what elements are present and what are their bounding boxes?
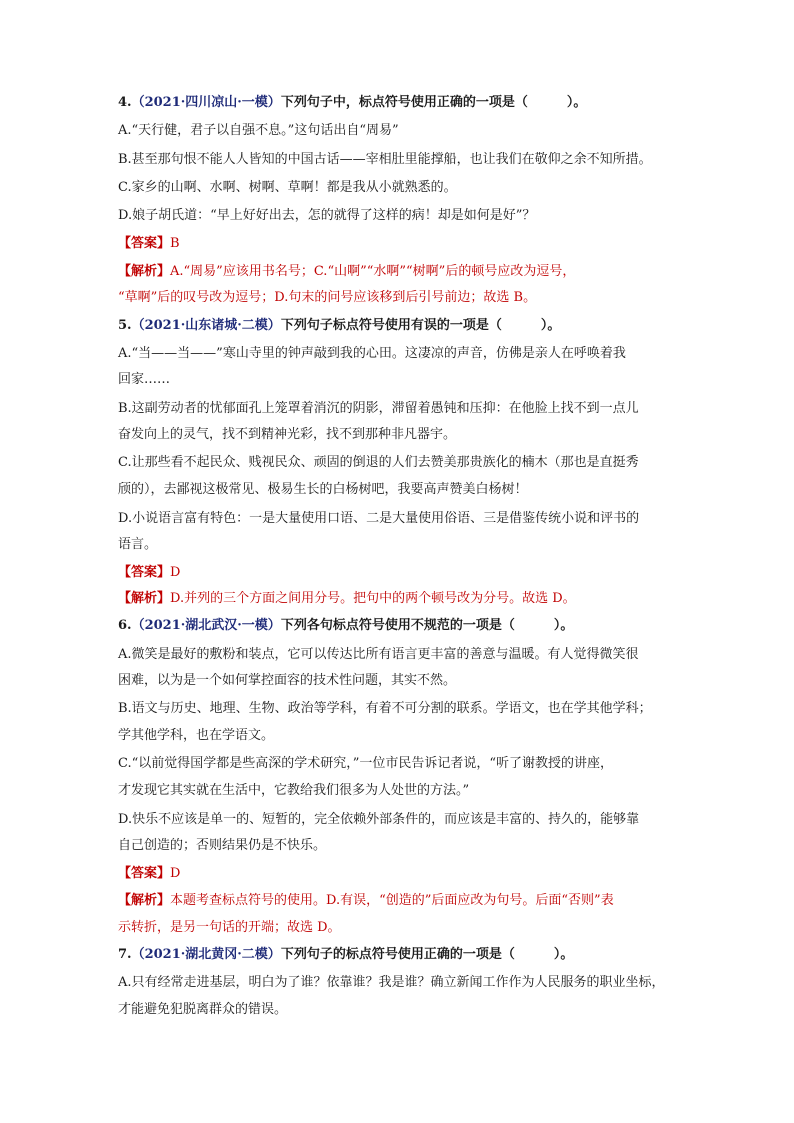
option-d-cont: 自己创造的；否则结果仍是不快乐。 xyxy=(118,838,327,853)
option-b: B.语文与历史、地理、生物、政治等学科，有着不可分割的联系。学语文，也在学其他学科； xyxy=(118,701,652,716)
question-number: 7. xyxy=(118,947,132,962)
question-4-header xyxy=(118,95,586,110)
option-c-cont: 才发现它其实就在生活中，它教给我们很多为人处世的方法。” xyxy=(118,783,470,798)
analysis-line xyxy=(118,264,575,279)
option-c: C.让那些看不起民众、贱视民众、顽固的倒退的人们去赞美那贵族化的楠木（那也是直挺秀 xyxy=(118,455,639,470)
answer-line xyxy=(118,866,180,881)
option-d: D.快乐不应该是单一的、短暂的，完全依赖外部条件的，而应该是丰富的、持久的，能够靠 xyxy=(118,812,640,827)
analysis-text: A.“周易”应该用书名号；C.“山啊”“水啊”“树啊”后的顿号应改为逗号， xyxy=(170,264,576,279)
answer-value: D xyxy=(170,866,181,881)
option-a: A.“天行健，君子以自强不息。”这句话出自“周易” xyxy=(118,123,399,138)
analysis-line-2: 示转折，是另一句话的开端；故选 D。 xyxy=(118,920,341,935)
answer-tag: 【答案】 xyxy=(118,565,171,580)
option-c-cont: 颀的），去鄙视这极常见、极易生长的白杨树吧，我要高声赞美白杨树！ xyxy=(118,482,528,497)
question-number: 5. xyxy=(118,318,132,333)
question-number: 6. xyxy=(118,618,132,633)
option-c: C.“以前觉得国学都是些高深的学术研究，”一位市民告诉记者说，“听了谢教授的讲座， xyxy=(118,756,614,771)
option-b: B.这副劳动者的忧郁面孔上笼罩着消沉的阴影，滞留着愚钝和压抑：在他脸上找不到一点儿 xyxy=(118,401,639,416)
option-b-cont: 学其他学科，也在学语文。 xyxy=(118,728,275,743)
question-source: （2021·山东诸城·二模） xyxy=(131,318,281,333)
analysis-tag: 【解析】 xyxy=(118,893,171,908)
question-stem: 下列句子中，标点符号使用正确的一项是（ ）。 xyxy=(280,95,587,110)
question-stem: 下列各句标点符号使用不规范的一项是（ ）。 xyxy=(280,618,574,633)
option-d: D.娘子胡氏道：“早上好好出去，怎的就得了这样的病！却是如何是好”？ xyxy=(118,208,536,223)
question-stem: 下列句子标点符号使用有误的一项是（ ）。 xyxy=(280,318,561,333)
question-5-header xyxy=(118,318,560,333)
analysis-text: 本题考查标点符号的使用。D.有误，“创造的”后面应改为句号。后面“否则”表 xyxy=(170,893,614,908)
analysis-tag: 【解析】 xyxy=(118,591,171,606)
question-source: （2021·四川凉山·一模） xyxy=(131,95,281,110)
answer-tag: 【答案】 xyxy=(118,236,171,251)
question-source: （2021·湖北武汉·一模） xyxy=(131,618,281,633)
answer-line xyxy=(118,236,180,251)
answer-value: D xyxy=(170,565,181,580)
option-a: A.“当——当——”寒山寺里的钟声敲到我的心田。这凄凉的声音，仿佛是亲人在呼唤着我 xyxy=(118,346,626,361)
option-d-cont: 语言。 xyxy=(118,537,158,552)
answer-tag: 【答案】 xyxy=(118,866,171,881)
question-6-header xyxy=(118,618,573,633)
analysis-tag: 【解析】 xyxy=(118,264,171,279)
answer-value: B xyxy=(170,236,180,251)
option-a: A.只有经常走进基层，明白为了谁？依靠谁？我是谁？确立新闻工作作为人民服务的职业坐标， xyxy=(118,975,665,990)
analysis-line xyxy=(118,591,576,606)
question-stem: 下列句子的标点符号使用正确的一项是（ ）。 xyxy=(280,947,574,962)
option-a: A.微笑是最好的敷粉和装点，它可以传达比所有语言更丰富的善意与温暖。有人觉得微笑很 xyxy=(118,647,639,662)
option-b: B.甚至那句恨不能人人皆知的中国古话——宰相肚里能撑船，也让我们在敬仰之余不知所措。 xyxy=(118,152,652,167)
option-a-cont: 困难，以为是一个如何掌控面容的技术性问题，其实不然。 xyxy=(118,673,457,688)
option-b-cont: 奋发向上的灵气，找不到精神光彩，找不到那种非凡器宇。 xyxy=(118,427,457,442)
analysis-line xyxy=(118,893,614,908)
question-number: 4. xyxy=(118,95,132,110)
option-a-cont: 才能避免犯脱离群众的错误。 xyxy=(118,1002,288,1017)
option-a-cont: 回家…… xyxy=(118,372,171,387)
question-source: （2021·湖北黄冈·二模） xyxy=(131,947,281,962)
analysis-text: D.并列的三个方面之间用分号。把句中的两个顿号改为分号。故选 D。 xyxy=(170,591,576,606)
answer-line xyxy=(118,565,180,580)
question-7-header xyxy=(118,947,573,962)
option-d: D.小说语言富有特色：一是大量使用口语、二是大量使用俗语、三是借鉴传统小说和评书的 xyxy=(118,511,640,526)
option-c: C.家乡的山啊、水啊、树啊、草啊！都是我从小就熟悉的。 xyxy=(118,180,457,195)
analysis-line-2: “草啊”后的叹号改为逗号；D.句末的问号应该移到后引号前边；故选 B。 xyxy=(118,290,537,305)
